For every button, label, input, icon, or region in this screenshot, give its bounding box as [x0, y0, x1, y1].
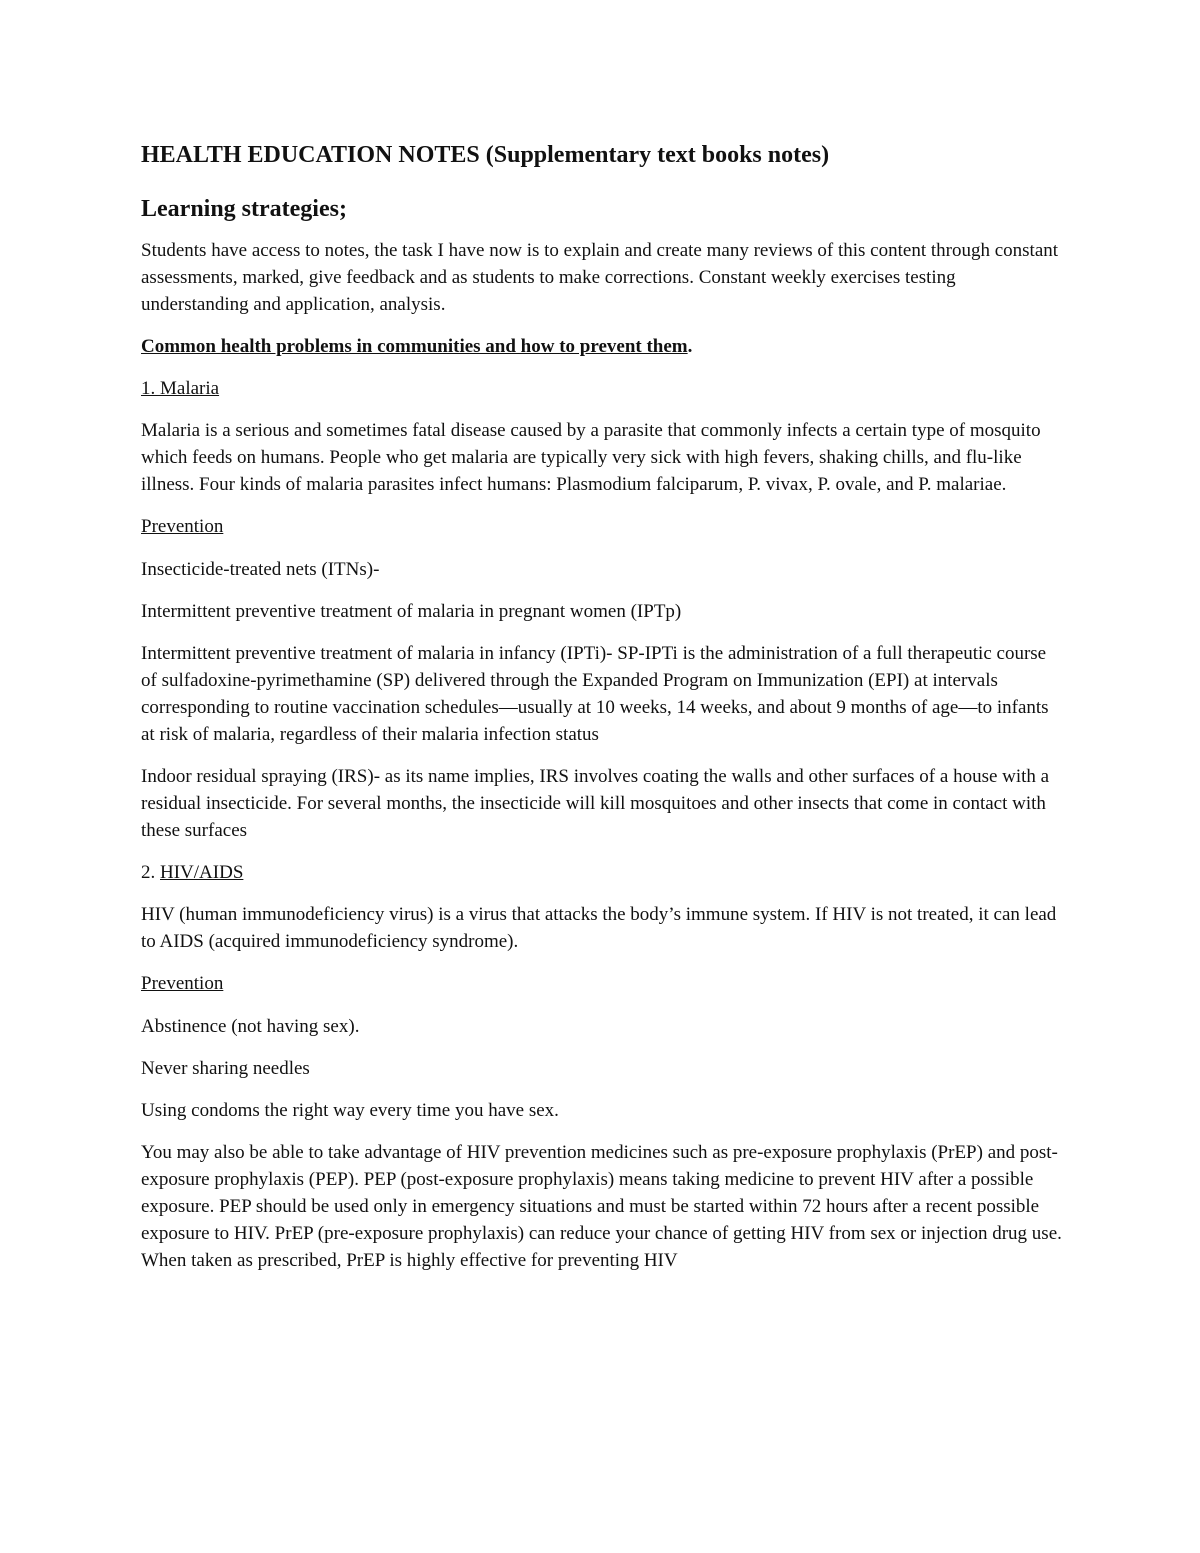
hiv-heading	[141, 860, 1066, 887]
hiv-heading-number: 2.	[141, 861, 160, 883]
section-heading: Common health problems in communities and how to prevent them	[141, 335, 688, 357]
hiv-prevention-item: Never sharing needles	[141, 1057, 310, 1079]
document-page	[141, 140, 1066, 1290]
section-heading-line	[141, 334, 1066, 361]
hiv-prevention-label: Prevention	[141, 973, 224, 995]
malaria-description: Malaria is a serious and sometimes fatal disease caused by a parasite that commonly infects a certain type of mosquito which feeds on humans. People who get malaria are typically very sick with high fevers, shaking chills, and flu-like illness. Four kinds of malaria parasites infect humans: Plasmodium falciparum, P. vivax, P. ovale, and P. malariae.	[141, 420, 1041, 496]
malaria-prevention-item: Intermittent preventive treatment of malaria in pregnant women (IPTp)	[141, 600, 682, 622]
hiv-prevention-item: Using condoms the right way every time you have sex.	[141, 1100, 559, 1122]
hiv-prevention-item: Abstinence (not having sex).	[141, 1015, 360, 1037]
malaria-prevention-label: Prevention	[141, 516, 224, 538]
malaria-prevention-item: Insecticide-treated nets (ITNs)-	[141, 558, 380, 580]
malaria-prevention-item: Intermittent preventive treatment of malaria in infancy (IPTi)- SP-IPTi is the administration of a full therapeutic course of sulfadoxine-pyrimethamine (SP) delivered through the Expanded Program on Immunization (EPI) at intervals corresponding to routine vaccination schedules—usually at 10 weeks, 14 weeks, and about 9 months of age—to infants at risk of malaria, regardless of their malaria infection status	[141, 643, 1049, 745]
hiv-heading-text: HIV/AIDS	[160, 861, 244, 883]
document-title: HEALTH EDUCATION NOTES (Supplementary text books notes)	[141, 142, 830, 168]
malaria-heading: 1. Malaria	[141, 378, 220, 400]
document-subtitle: Learning strategies;	[141, 196, 347, 222]
intro-paragraph: Students have access to notes, the task I have now is to explain and create many reviews of this content through constant assessments, marked, give feedback and as students to make corrections. Constant weekly exercises testing understanding and application, analysis.	[141, 240, 1059, 315]
malaria-prevention-item: Indoor residual spraying (IRS)- as its name implies, IRS involves coating the walls and other surfaces of a house with a residual insecticide. For several months, the insecticide will kill mosquitoes and other insects that come in contact with these surfaces	[141, 765, 1050, 841]
section-heading-period: .	[687, 335, 693, 357]
hiv-prevention-item: You may also be able to take advantage of HIV prevention medicines such as pre-exposure prophylaxis (PrEP) and post-exposure prophylaxis (PEP). PEP (post-exposure prophylaxis) means taking medicine to prevent HIV after a possible exposure. PEP should be used only in emergency situations and must be started within 72 hours after a recent possible exposure to HIV. PrEP (pre-exposure prophylaxis) can reduce your chance of getting HIV from sex or injection drug use. When taken as prescribed, PrEP is highly effective for preventing HIV	[141, 1142, 1062, 1271]
hiv-description: HIV (human immunodeficiency virus) is a virus that attacks the body’s immune system. If HIV is not treated, it can lead to AIDS (acquired immunodeficiency syndrome).	[141, 904, 1057, 952]
